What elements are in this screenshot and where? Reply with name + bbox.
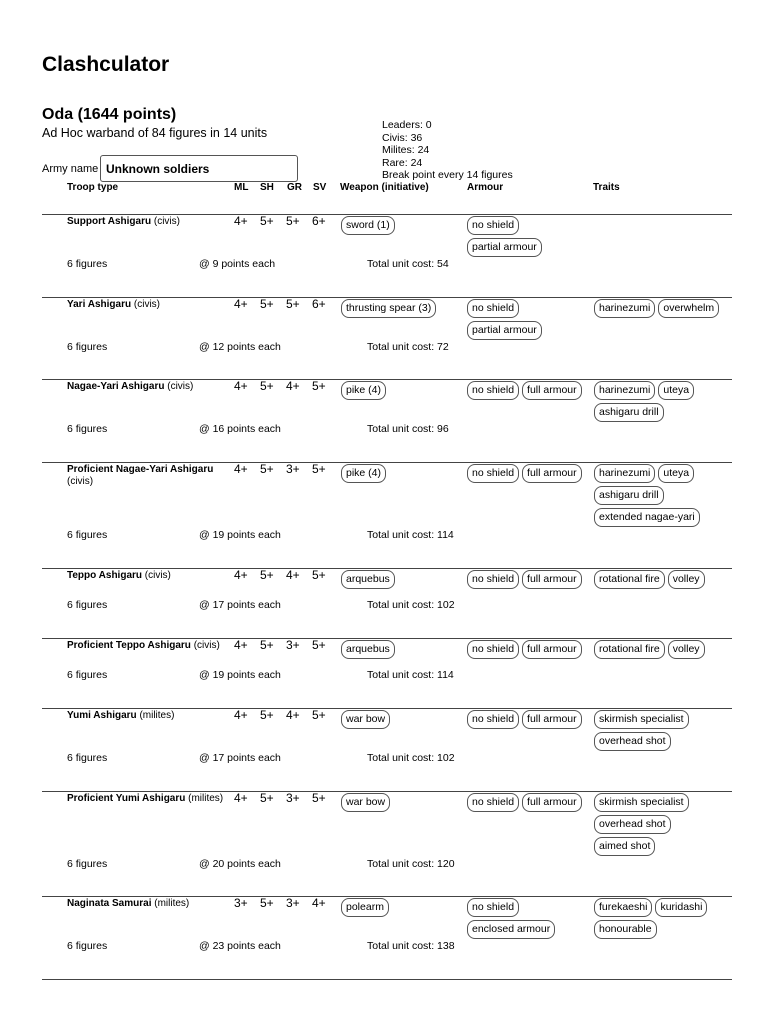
stat-sh: 5+: [260, 896, 274, 910]
stat-sv: 5+: [312, 638, 326, 652]
points-each: @ 17 points each: [199, 599, 281, 611]
unit-name: [67, 299, 232, 311]
weapon-chips: [341, 898, 461, 917]
weapon-chips: [341, 793, 461, 812]
unit-name: [67, 381, 232, 393]
figure-count: 6 figures: [67, 858, 108, 870]
total-unit-cost: Total unit cost: 72: [367, 341, 449, 353]
stat-sv: 5+: [312, 791, 326, 805]
trait-chip[interactable]: ashigaru drill: [594, 403, 664, 422]
armour-chip[interactable]: no shield: [467, 216, 519, 235]
trait-chip[interactable]: overhead shot: [594, 815, 671, 834]
stat-sv: 4+: [312, 896, 326, 910]
unit-divider: [42, 568, 732, 569]
armour-chips: [467, 464, 589, 483]
armour-chip[interactable]: full armour: [522, 793, 582, 812]
stat-sh: 5+: [260, 708, 274, 722]
total-unit-cost: Total unit cost: 114: [367, 669, 454, 681]
weapon-chip[interactable]: arquebus: [341, 640, 395, 659]
stat-ml: 4+: [234, 791, 248, 805]
total-unit-cost: Total unit cost: 114: [367, 529, 454, 541]
trait-chip[interactable]: skirmish specialist: [594, 793, 689, 812]
total-unit-cost: Total unit cost: 138: [367, 940, 455, 952]
stat-sv: 5+: [312, 462, 326, 476]
weapon-chips: [341, 299, 461, 318]
trait-chips: [594, 381, 734, 422]
stat-sv: 6+: [312, 297, 326, 311]
unit-class: (civis): [67, 476, 94, 487]
weapon-chips: [341, 710, 461, 729]
trait-chips: [594, 898, 734, 939]
trait-chip[interactable]: furekaeshi: [594, 898, 652, 917]
header-troop-type: Troop type: [67, 182, 119, 193]
unit-class: (civis): [153, 216, 180, 227]
points-each: @ 17 points each: [199, 752, 281, 764]
trait-chip[interactable]: overwhelm: [658, 299, 719, 318]
civis-count: Civis: 36: [382, 131, 423, 144]
points-each: @ 16 points each: [199, 423, 281, 435]
armour-chip[interactable]: no shield: [467, 299, 519, 318]
unit-name: [67, 464, 232, 488]
figure-count: 6 figures: [67, 423, 108, 435]
trait-chip[interactable]: kuridashi: [655, 898, 707, 917]
stat-gr: 3+: [286, 638, 300, 652]
weapon-chip[interactable]: war bow: [341, 710, 390, 729]
army-stats: [382, 119, 513, 182]
rare-count: Rare: 24: [382, 156, 423, 169]
total-unit-cost: Total unit cost: 102: [367, 599, 455, 611]
table-header: [0, 182, 768, 196]
total-unit-cost: Total unit cost: 120: [367, 858, 455, 870]
trait-chip[interactable]: aimed shot: [594, 837, 655, 856]
armour-chips: [467, 793, 589, 812]
figure-count: 6 figures: [67, 258, 108, 270]
figure-count: 6 figures: [67, 529, 108, 541]
weapon-chips: [341, 464, 461, 483]
trait-chip[interactable]: harinezumi: [594, 464, 655, 483]
weapon-chip[interactable]: pike (4): [341, 381, 386, 400]
break-point: Break point every 14 figures: [382, 169, 513, 181]
stat-gr: 4+: [286, 708, 300, 722]
unit-type-name: Teppo Ashigaru: [67, 570, 142, 581]
armour-chip[interactable]: full armour: [522, 381, 582, 400]
header-sh: SH: [260, 182, 274, 193]
armour-chip[interactable]: full armour: [522, 570, 582, 589]
trait-chip[interactable]: volley: [668, 570, 705, 589]
unit-class: (milites): [188, 793, 224, 804]
armour-chip[interactable]: no shield: [467, 381, 519, 400]
stat-ml: 4+: [234, 297, 248, 311]
total-unit-cost: Total unit cost: 54: [367, 258, 449, 270]
weapon-chips: [341, 640, 461, 659]
army-name-input[interactable]: [100, 155, 298, 182]
unit-type-name: Support Ashigaru: [67, 216, 152, 227]
trait-chip[interactable]: rotational fire: [594, 640, 665, 659]
trait-chip[interactable]: skirmish specialist: [594, 710, 689, 729]
weapon-chips: [341, 570, 461, 589]
points-each: @ 23 points each: [199, 940, 281, 952]
stat-gr: 5+: [286, 297, 300, 311]
unit-type-name: Yari Ashigaru: [67, 299, 132, 310]
armour-chip[interactable]: no shield: [467, 898, 519, 917]
weapon-chip[interactable]: war bow: [341, 793, 390, 812]
trait-chips: [594, 299, 734, 318]
figure-count: 6 figures: [67, 669, 108, 681]
trait-chips: [594, 570, 734, 589]
army-name-label: Army name: [42, 163, 99, 175]
unit-name: [67, 640, 232, 652]
trait-chip[interactable]: extended nagae-yari: [594, 508, 700, 527]
app-title: Clashculator: [42, 53, 170, 76]
stat-ml: 4+: [234, 638, 248, 652]
unit-type-name: Nagae-Yari Ashigaru: [67, 381, 165, 392]
unit-divider: [42, 297, 732, 298]
trait-chip[interactable]: honourable: [594, 920, 657, 939]
unit-type-name: Yumi Ashigaru: [67, 710, 137, 721]
weapon-chips: [341, 216, 461, 235]
header-armour: Armour: [467, 182, 504, 193]
armour-chip[interactable]: partial armour: [467, 321, 542, 340]
unit-class: (civis): [193, 640, 220, 651]
stat-gr: 3+: [286, 462, 300, 476]
armour-chip[interactable]: full armour: [522, 710, 582, 729]
stat-sh: 5+: [260, 214, 274, 228]
armour-chip[interactable]: no shield: [467, 570, 519, 589]
trait-chip[interactable]: uteya: [658, 464, 694, 483]
points-each: @ 12 points each: [199, 341, 281, 353]
header-traits: Traits: [593, 182, 620, 193]
stat-ml: 4+: [234, 568, 248, 582]
stat-sh: 5+: [260, 462, 274, 476]
header-weapon: Weapon (initiative): [340, 182, 429, 193]
unit-class: (civis): [167, 381, 194, 392]
armour-chips: [467, 381, 589, 400]
trait-chip[interactable]: uteya: [658, 381, 694, 400]
unit-class: (civis): [133, 299, 160, 310]
figure-count: 6 figures: [67, 752, 108, 764]
trait-chips: [594, 793, 734, 856]
weapon-chips: [341, 381, 461, 400]
leaders-count: Leaders: 0: [382, 119, 432, 131]
unit-class: (civis): [144, 570, 171, 581]
stat-gr: 4+: [286, 568, 300, 582]
trait-chip[interactable]: volley: [668, 640, 705, 659]
armour-chip[interactable]: full armour: [522, 640, 582, 659]
unit-type-name: Naginata Samurai: [67, 898, 152, 909]
unit-class: (milites): [154, 898, 190, 909]
stat-sv: 5+: [312, 379, 326, 393]
unit-name: [67, 570, 232, 582]
army-title: Oda (1644 points): [42, 106, 177, 123]
armour-chips: [467, 710, 589, 729]
stat-sh: 5+: [260, 297, 274, 311]
unit-name: [67, 216, 232, 228]
points-each: @ 20 points each: [199, 858, 281, 870]
stat-sv: 5+: [312, 568, 326, 582]
unit-divider: [42, 708, 732, 709]
unit-type-name: Proficient Nagae-Yari Ashigaru: [67, 464, 214, 475]
figure-count: 6 figures: [67, 940, 108, 952]
armour-chips: [467, 216, 589, 257]
stat-sh: 5+: [260, 638, 274, 652]
unit-divider: [42, 214, 732, 215]
unit-name: [67, 793, 232, 805]
trait-chips: [594, 464, 734, 527]
unit-divider: [42, 791, 732, 792]
stat-gr: 3+: [286, 791, 300, 805]
trait-chip[interactable]: rotational fire: [594, 570, 665, 589]
armour-chip[interactable]: full armour: [522, 464, 582, 483]
milites-count: Milites: 24: [382, 144, 430, 156]
header-sv: SV: [313, 182, 327, 193]
unit-name: [67, 898, 232, 910]
points-each: @ 19 points each: [199, 669, 281, 681]
stat-sh: 5+: [260, 791, 274, 805]
trait-chip[interactable]: harinezumi: [594, 381, 655, 400]
armour-chips: [467, 898, 589, 939]
trait-chip[interactable]: harinezumi: [594, 299, 655, 318]
unit-type-name: Proficient Yumi Ashigaru: [67, 793, 186, 804]
unit-divider: [42, 379, 732, 380]
weapon-chip[interactable]: thrusting spear (3): [341, 299, 436, 318]
total-unit-cost: Total unit cost: 96: [367, 423, 449, 435]
total-unit-cost: Total unit cost: 102: [367, 752, 455, 764]
points-each: @ 9 points each: [199, 258, 276, 270]
armour-chips: [467, 640, 589, 659]
trait-chips: [594, 710, 734, 751]
stat-ml: 4+: [234, 379, 248, 393]
armour-chip[interactable]: no shield: [467, 464, 519, 483]
weapon-chip[interactable]: polearm: [341, 898, 389, 917]
trait-chip[interactable]: overhead shot: [594, 732, 671, 751]
stat-ml: 4+: [234, 214, 248, 228]
unit-class: (milites): [139, 710, 175, 721]
stat-gr: 4+: [286, 379, 300, 393]
armour-chip[interactable]: no shield: [467, 793, 519, 812]
army-subtitle: Ad Hoc warband of 84 figures in 14 units: [42, 126, 268, 140]
armour-chip[interactable]: enclosed armour: [467, 920, 555, 939]
armour-chips: [467, 570, 589, 589]
stat-ml: 4+: [234, 708, 248, 722]
trait-chip[interactable]: ashigaru drill: [594, 486, 664, 505]
unit-divider: [42, 638, 732, 639]
stat-sh: 5+: [260, 568, 274, 582]
stat-sv: 5+: [312, 708, 326, 722]
armour-chips: [467, 299, 589, 340]
unit-type-name: Proficient Teppo Ashigaru: [67, 640, 191, 651]
unit-name: [67, 710, 232, 722]
bottom-divider: [42, 979, 732, 980]
points-each: @ 19 points each: [199, 529, 281, 541]
stat-ml: 3+: [234, 896, 248, 910]
header-ml: ML: [234, 182, 249, 193]
figure-count: 6 figures: [67, 341, 108, 353]
unit-divider: [42, 462, 732, 463]
weapon-chip[interactable]: sword (1): [341, 216, 395, 235]
stat-sv: 6+: [312, 214, 326, 228]
stat-sh: 5+: [260, 379, 274, 393]
weapon-chip[interactable]: pike (4): [341, 464, 386, 483]
unit-divider: [42, 896, 732, 897]
header-gr: GR: [287, 182, 302, 193]
stat-gr: 5+: [286, 214, 300, 228]
weapon-chip[interactable]: arquebus: [341, 570, 395, 589]
armour-chip[interactable]: no shield: [467, 640, 519, 659]
trait-chips: [594, 640, 734, 659]
armour-chip[interactable]: no shield: [467, 710, 519, 729]
stat-gr: 3+: [286, 896, 300, 910]
stat-ml: 4+: [234, 462, 248, 476]
armour-chip[interactable]: partial armour: [467, 238, 542, 257]
figure-count: 6 figures: [67, 599, 108, 611]
